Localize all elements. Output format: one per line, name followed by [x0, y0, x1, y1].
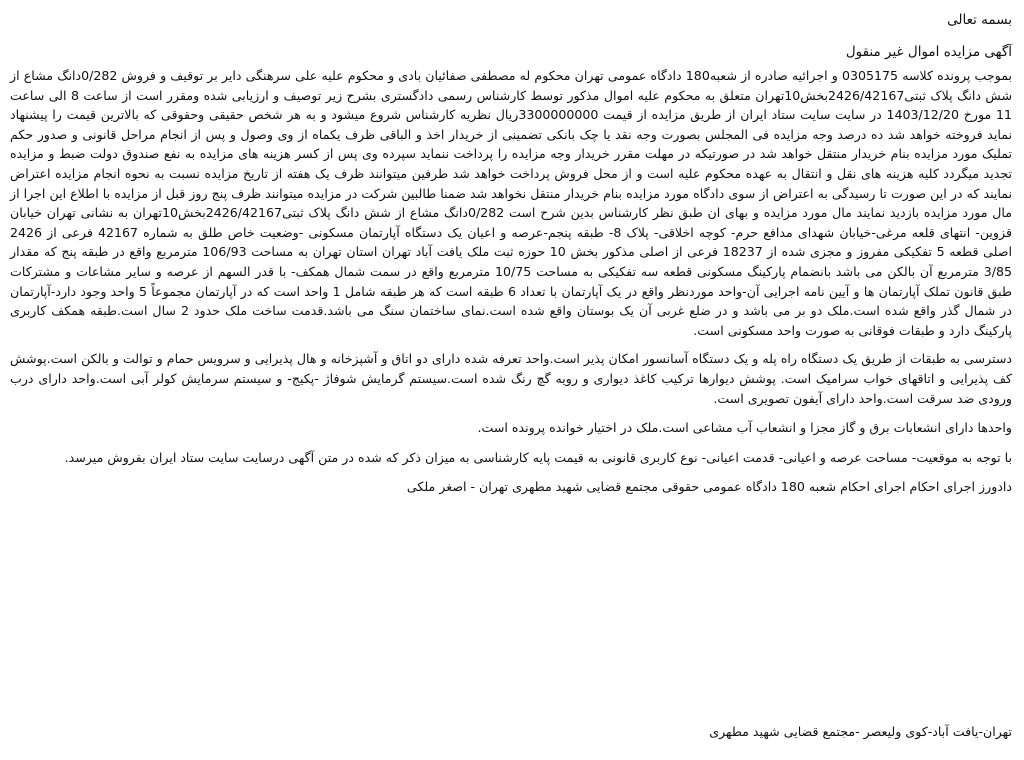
notice-footer-address: تهران-یافت آباد-کوی ولیعصر -مجتمع قضایی شهید مطهری [709, 724, 1012, 739]
notice-access-paragraph: دسترسی به طبقات از طریق یک دستگاه راه پله و یک دستگاه آسانسور امکان پذیر است.واحد تعرفه شده دارای دو اتاق و آشپزخانه و هال پذیرایی و سرویس حمام و توالت و بالکن است.پوشش کف پذیرایی و اتاقهای خواب سرامیک است. پوشش دیوارها ترکیب کاغذ دیواری و رویه گچ رنگ شده است.سیستم گرمایش شوفاژ -پکیج- و سیستم سرمایش کولر آبی است.واحد دارای درب ورودی ضد سرقت است.واحد دارای آیفون تصویری است. [10, 351, 1012, 406]
bismillah-heading: بسمه تعالی [947, 12, 1012, 28]
notice-utilities-paragraph: واحدها دارای انشعابات برق و گاز مجزا و انشعاب آب مشاعی است.ملک در اختیار خوانده پرونده است. [477, 420, 1012, 436]
notice-pricing-paragraph: با توجه به موقعیت- مساحت عرصه و اعیانی- قدمت اعیانی- نوع کاربری قانونی به قیمت پایه کارشناسی به میزان ذکر که شده در متن آگهی درسایت سایت ستاد ایران بفروش میرسد. [64, 449, 1012, 465]
notice-main-paragraph: بموجب پرونده کلاسه 0305175 و اجرائیه صادره از شعبه180 دادگاه عمومی تهران محکوم له مصطفی صفائیان بادی و محکوم علیه علی سرهنگی دایر بر توقیف و فروش 0/282دانگ مشاع از شش دانگ پلاک ثبتی2426/42167بخش10تهران متعلق به محکوم علیه اموال مذکور توسط کارشناس رسمی دادگستری بشرح زیر توصیف و ارزیابی شده ومقرر است از ساعت 8 الی ساعت 11 مورخ 1403/12/20 در سایت سایت ستاد ایران از طریق مزایده از قیمت 3300000000ریال نظریه کارشناس شروع میشود و به هر شخص حقیقی وحقوقی که بالاترین قیمت را پیشنهاد نماید فروخته خواهد شد ده درصد وجه مزایده فی المجلس بصورت وجه نقد یا چک بانکی تضمینی از خریدار اخذ و الباقی ظرف یکماه از وی وصول و پس از انجام مراحل قانونی و صدور حکم تملیک مورد مزایده بنام خریدار منتقل خواهد شد در صورتیکه در مهلت مقرر خریدار وجه مزایده را پرداخت ننماید سپرده وی پس از کسر هزینه های مزایده به نفع صندوق دولت ضبط و مزایده تجدید میگردد کلیه هزینه های نقل و انتقال به عهده محکوم علیه است و از محل فروش پرداخت خواهد شد طرفین میتوانند ظرف یک هفته از تاریخ مزایده نسبت به نحوه انجام مزایده اعتراض نمایند که در این صورت تا رسیدگی به اعتراض از سوی دادگاه مورد مزایده بنام خریدار منتقل نخواهد شد ضمنا طالبین شرکت در مزایده میتوانند ظرف پنج روز قبل از مزایده با اطلاع این اجرا از مال مورد مزایده بازدید نمایند مال مورد مزایده و بهای ان طبق نظر کارشناس بدین شرح است 0/282دانگ مشاع از شش دانگ پلاک ثبتی2426/42167بخش10تهران به نشانی تهران خیابان قزوین- انتهای قلعه مرغی-خیابان شهدای مدافع حرم- کوچه اخلاقی- پلاک 8- طبقه پنجم-عرصه و اعیان یک دستگاه آپارتمان مسکونی -وضعیت خاص طلق به شماره 42167 فرعی از 2426 اصلی قطعه 5 تفکیکی مفروز و مجزی شده از 18237 فرعی از اصلی مذکور بخش 10 حوزه ثبت ملک یافت آباد تهران استان تهران به مساحت 106/93 مترمربع واقع در طبقه پنج که مقدار 3/85 مترمربع آن بالکن می باشد بانضمام پارکینگ مسکونی قطعه سه تفکیکی به مساحت 10/75 مترمربع واقع در سمت شمال همکف- با قدر السهم از عرصه و سایر مشاعات و مشترکات طبق قانون تملک آپارتمان ها و آیین نامه اجرایی آن-واحد موردنظر واقع در یک آپارتمان با تعداد 6 طبقه است که هر طبقه شامل 1 واحد است که در آپارتمان مجموعاً 5 واحد وجود دارد-آپارتمان در شمال گذر واقع شده است.ملک دو بر می باشد و در ضلع غربی آن یک بوستان واقع شده است.نمای ساختمان سنگ می باشد.قدمت ساخت ملک حدود 2 سال است.طبقه همکف کاربری پارکینگ دارد و طبقات فوقانی به صورت واحد مسکونی است. [10, 68, 1013, 338]
notice-title: آگهی مزایده اموال غیر منقول [845, 44, 1012, 60]
notice-signature-paragraph: دادورز اجرای احکام اجرای احکام شعبه 180 دادگاه عمومی حقوقی مجتمع قضایی شهید مطهری تهران - اصغر ملکی [406, 479, 1012, 495]
